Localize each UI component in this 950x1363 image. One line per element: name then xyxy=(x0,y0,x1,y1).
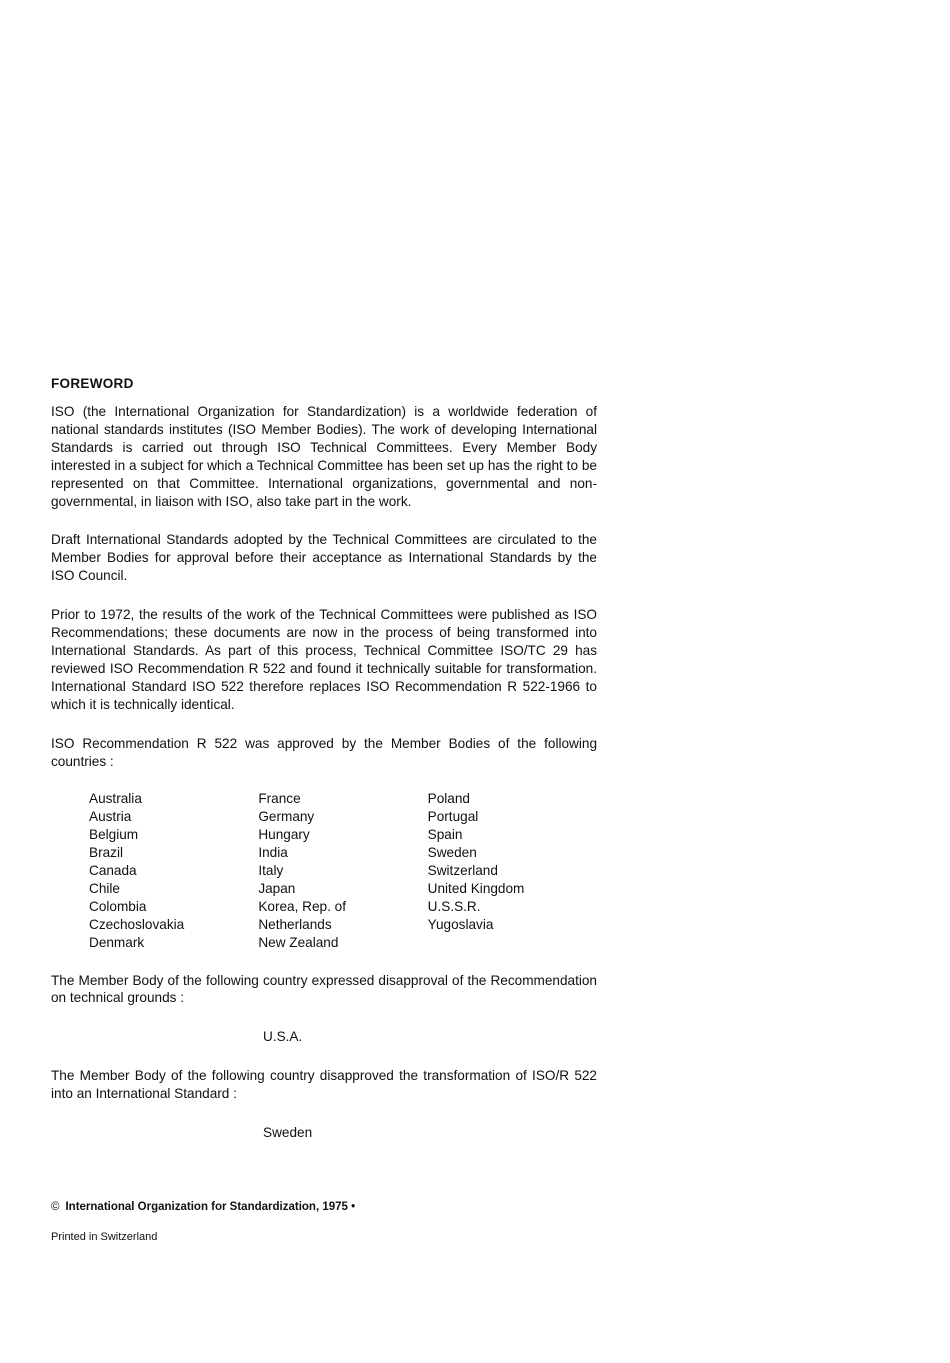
disapproving-country: U.S.A. xyxy=(263,1029,303,1045)
country-item: Sweden xyxy=(427,845,477,861)
country-column-3 xyxy=(428,790,597,951)
country-item: Belgium xyxy=(89,827,139,843)
country-item: U.S.S.R. xyxy=(427,898,481,914)
country-list xyxy=(89,790,597,951)
country-item: Germany xyxy=(258,809,315,825)
country-item: New Zealand xyxy=(258,934,339,950)
copyright-text: International Organization for Standardization, 1975 • xyxy=(65,1201,356,1213)
country-item: Denmark xyxy=(89,934,145,950)
country-item: Portugal xyxy=(427,809,479,825)
paragraph-draft-standards: Draft International Standards adopted by the Technical Committees are circulated to the Member Bodies for approval before their acceptance as International Standards by the ISO Council. xyxy=(51,532,597,584)
paragraph-transformation: Prior to 1972, the results of the work of the Technical Committees were published as ISO Recommendations; these documents are now in the process of being transformed into International Standards. As part of this process, Technical Committee ISO/TC 29 has reviewed ISO Recommendation R 522 and found it technically suitable for transformation. International Standard ISO 522 therefore replaces ISO Recommendation R 522-1966 to which it is technically identical. xyxy=(51,607,597,712)
country-item: Poland xyxy=(427,791,470,807)
transformation-disapproving-country: Sweden xyxy=(263,1125,313,1141)
paragraph-iso-description: ISO (the International Organization for Standardization) is a worldwide federation of national standards institutes (ISO Member Bodies). The work of developing International Standards is carried out through ISO Technical Committees. Every Member Body interested in a subject for which a Technical Committee has been set up has the right to be represented on that Committee. International organizations, governmental and non-governmental, in liaison with ISO, also take part in the work. xyxy=(51,404,597,509)
country-item: Italy xyxy=(258,863,284,879)
country-item: Australia xyxy=(89,791,142,807)
copyright-notice xyxy=(51,1201,355,1213)
paragraph-technical-disapproval: The Member Body of the following country expressed disapproval of the Recommendation on technical grounds : xyxy=(51,972,597,1006)
country-item: Chile xyxy=(89,880,120,896)
country-item: United Kingdom xyxy=(427,880,525,896)
country-item: Hungary xyxy=(258,827,310,843)
country-item: Japan xyxy=(258,880,296,896)
country-column-2 xyxy=(258,790,427,951)
country-item: Yugoslavia xyxy=(427,916,494,932)
country-item: Canada xyxy=(89,863,137,879)
printed-notice: Printed in Switzerland xyxy=(51,1231,158,1243)
country-item: Netherlands xyxy=(258,916,332,932)
paragraph-transformation-disapproval: The Member Body of the following country disapproved the transformation of ISO/R 522 into an International Standard : xyxy=(51,1068,597,1102)
copyright-icon: © xyxy=(51,1201,60,1213)
country-item: Czechoslovakia xyxy=(89,916,185,932)
country-item: Colombia xyxy=(89,898,147,914)
country-item: Spain xyxy=(427,827,463,843)
country-item: Switzerland xyxy=(427,863,498,879)
foreword-heading: FOREWORD xyxy=(51,376,134,391)
country-item: Korea, Rep. of xyxy=(258,898,346,914)
country-item: France xyxy=(258,791,301,807)
foreword-section xyxy=(51,376,597,1142)
country-item: India xyxy=(258,845,288,861)
country-column-1 xyxy=(89,790,258,951)
country-item: Austria xyxy=(89,809,132,825)
paragraph-approval: ISO Recommendation R 522 was approved by the Member Bodies of the following countries : xyxy=(51,735,597,769)
country-item: Brazil xyxy=(89,845,123,861)
